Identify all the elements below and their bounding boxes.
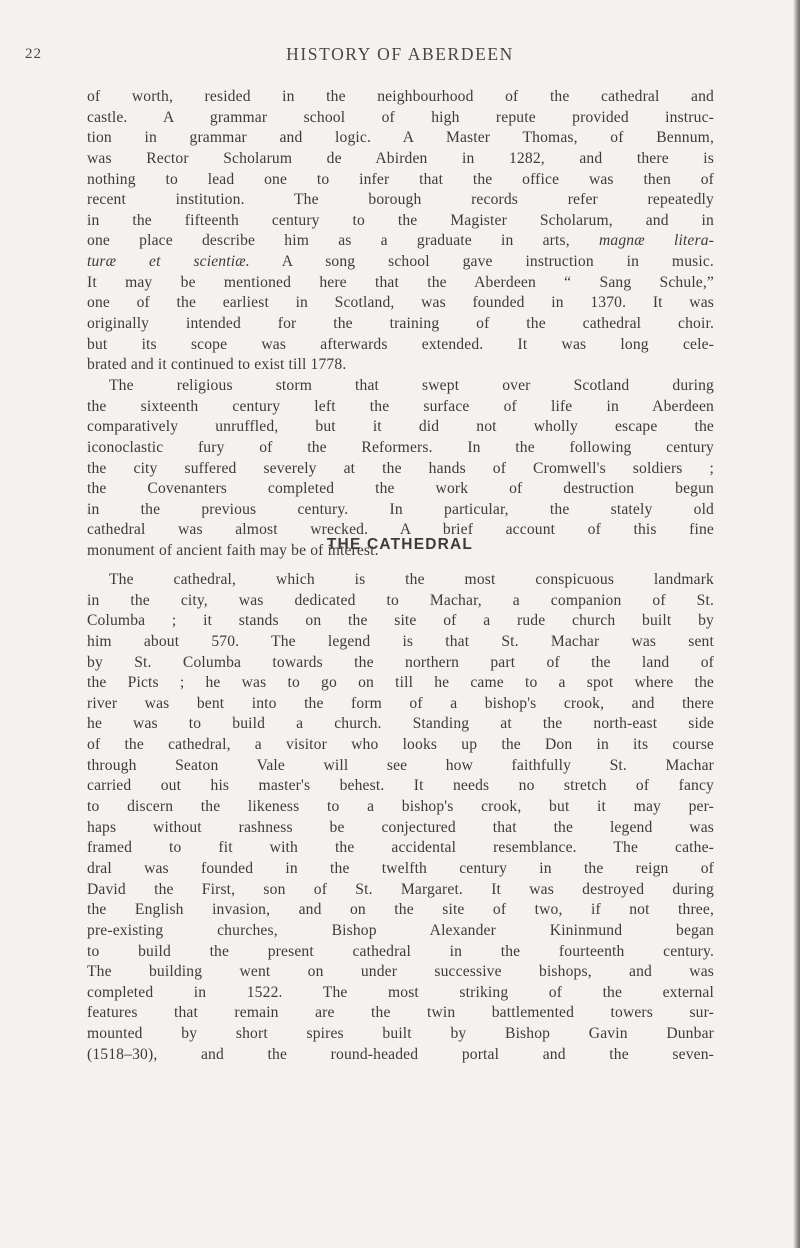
text-line: The building went on under successive bishops, and was xyxy=(87,963,714,981)
text-line: features that remain are the twin battlemented towers sur- xyxy=(87,1004,714,1022)
text-line: tion in grammar and logic. A Master Thomas, of Bennum, xyxy=(87,129,714,147)
text-line: river was bent into the form of a bishop's crook, and there xyxy=(87,694,714,712)
text-line: the city suffered severely at the hands of Cromwell's soldiers ; xyxy=(87,459,714,477)
text-line: (1518–30), and the round-headed portal and the seven- xyxy=(87,1045,714,1063)
text-line: originally intended for the training of the cathedral choir. xyxy=(87,315,714,333)
text-line: framed to fit with the accidental resemblance. The cathe- xyxy=(87,839,714,857)
text-line: mounted by short spires built by Bishop Gavin Dunbar xyxy=(87,1025,714,1043)
text-line: the sixteenth century left the surface of life in Aberdeen xyxy=(87,397,714,415)
text-line: to discern the likeness to a bishop's crook, but it may per- xyxy=(87,798,714,816)
text-line: It may be mentioned here that the Aberdeen “ Sang Schule,” xyxy=(87,273,714,291)
text-line: carried out his master's behest. It needs no stretch of fancy xyxy=(87,777,714,795)
text-line: dral was founded in the twelfth century in the reign of xyxy=(87,859,714,877)
text-line: castle. A grammar school of high repute provided instruc- xyxy=(87,108,714,126)
text-line: cathedral was almost wrecked. A brief account of this fine xyxy=(87,521,714,539)
text-line: Columba ; it stands on the site of a rude church built by xyxy=(87,612,714,630)
text-line: the Picts ; he was to go on till he came to a spot where the xyxy=(87,674,714,692)
text-line: he was to build a church. Standing at the north-east side xyxy=(87,715,714,733)
text-line: brated and it continued to exist till 1778. xyxy=(87,356,347,374)
text-segment: A song school gave instruction in music. xyxy=(249,253,714,271)
running-title: HISTORY OF ABERDEEN xyxy=(286,44,514,64)
text-line: the English invasion, and on the site of two, if not three, xyxy=(87,901,714,919)
text-line: in the previous century. In particular, the stately old xyxy=(87,500,714,518)
page-number: 22 xyxy=(25,46,42,62)
text-segment: one place describe him as a graduate in arts, xyxy=(87,232,599,250)
text-line: comparatively unruffled, but it did not wholly escape the xyxy=(87,418,714,436)
text-line: The religious storm that swept over Scotland during xyxy=(109,376,714,394)
text-line: haps without rashness be conjectured that the legend was xyxy=(87,818,714,836)
text-line: monument of ancient faith may be of interest. xyxy=(87,542,379,560)
text-line: David the First, son of St. Margaret. It was destroyed during xyxy=(87,880,714,898)
text-line: him about 570. The legend is that St. Machar was sent xyxy=(87,632,714,650)
text-line: completed in 1522. The most striking of the external xyxy=(87,983,714,1001)
text-line: to build the present cathedral in the fourteenth century. xyxy=(87,942,714,960)
text-line: in the fifteenth century to the Magister Scholarum, and in xyxy=(87,211,714,229)
text-line: pre-existing churches, Bishop Alexander Kininmund began xyxy=(87,921,714,939)
page-edge-shadow xyxy=(793,0,800,1248)
text-block-lower xyxy=(87,570,714,1065)
text-line: nothing to lead one to infer that the office was then of xyxy=(87,170,714,188)
text-line: by St. Columba towards the northern part of the land of xyxy=(87,653,714,671)
text-line: of the cathedral, a visitor who looks up the Don in its course xyxy=(87,736,714,754)
text-line: the Covenanters completed the work of destruction begun xyxy=(87,480,714,498)
section-heading: THE CATHEDRAL xyxy=(326,536,474,553)
text-line: in the city, was dedicated to Machar, a companion of St. xyxy=(87,591,714,609)
text-line: through Seaton Vale will see how faithfully St. Machar xyxy=(87,756,714,774)
text-block-upper xyxy=(87,87,714,562)
text-line: was Rector Scholarum de Abirden in 1282, and there is xyxy=(87,149,714,167)
italic-latin-phrase: magnæ litera- xyxy=(598,232,714,250)
text-line: one of the earliest in Scotland, was founded in 1370. It was xyxy=(87,294,714,312)
text-line: recent institution. The borough records refer repeatedly xyxy=(87,191,714,209)
text-line xyxy=(87,252,714,273)
text-line xyxy=(87,231,714,252)
text-line: iconoclastic fury of the Reformers. In the following century xyxy=(87,438,714,456)
text-line: of worth, resided in the neighbourhood of the cathedral and xyxy=(87,88,714,105)
text-line: but its scope was afterwards extended. It was long cele- xyxy=(87,335,714,353)
text-line: The cathedral, which is the most conspicuous landmark xyxy=(109,571,714,588)
italic-latin-phrase: turæ et scientiæ. xyxy=(87,253,250,271)
